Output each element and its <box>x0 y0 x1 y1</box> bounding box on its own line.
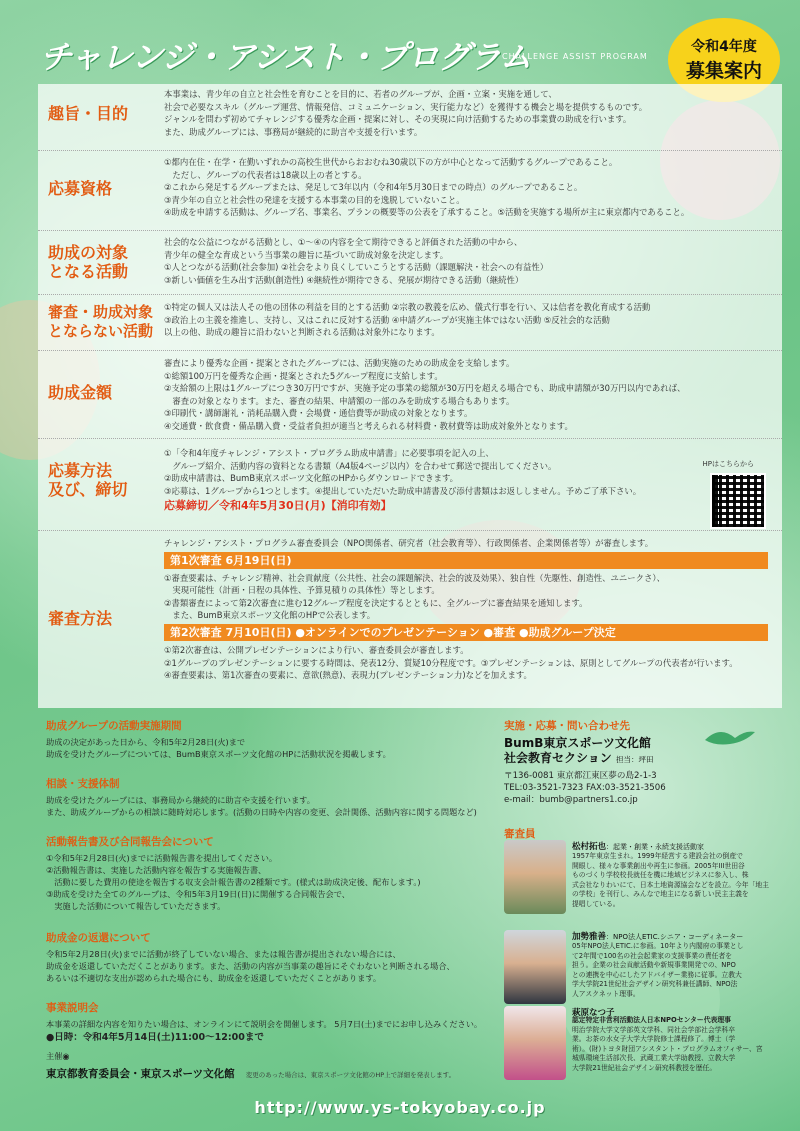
badge-text: 募集案内 <box>685 60 762 82</box>
judges-heading: 審査員 <box>504 828 536 840</box>
judge-name: 萩原なつ子 <box>572 1008 615 1018</box>
badge-year: 令和4年度 <box>691 39 757 55</box>
contact-address: 〒136-0081 東京都江東区夢の島2-1-3 <box>504 771 657 781</box>
contact-org1: BumB東京スポーツ文化館 <box>504 736 651 750</box>
section-label: 応募資格 <box>48 179 113 198</box>
info-block-report: 活動報告書及び合同報告会について ①令和5年2月28日(火)までに活動報告書を提出してください。 ②活動報告書は、実施した活動内容を報告する実施報告書、 活動に要した費用の使途を報告する収支会計報告書の2種類です。(様式は助成決定後、配布します。) ③助成を受けた全てのグループは、令和5年3月19日(日)に開催する合同報告会で、 実施した活動について報告していただきます。 <box>46 836 421 911</box>
judge-photo <box>504 930 566 1004</box>
judge-name: 松村拓也：起業・創業・永続支援活動家 <box>572 842 705 852</box>
lower-right-column <box>504 712 782 1072</box>
judge-description: 認定特定非営利活動法人日本NPOセンター代表理事 明治学院大学文学部英文学科、同社会学部社会学科卒 業。お茶の水女子大学大学院修士課程修了。博士（学 術）。(財)トヨタ財団アシスタント・プログラムオフィサー、宮 城県環境生活部次長、武蔵工業大学助教授、立教大学 大学院21世紀社会デザイン研究科教授を歴任。 <box>572 1016 763 1072</box>
section-body: 社会的な公益につながる活動とし、①〜④の内容を全て期待できると評価された活動の中から、 青少年の健全な育成という当事業の趣旨に基づいて助成対象を決定します。 ①人とつながる活動(社会参加) ②社会をより良くしていこうとする活動（課題解決・社会への有益性） ③新しい価値を生み出す活動(創造性) ④継続性が期待できる、発展が期待できる活動（継続性） <box>164 237 549 285</box>
bird-icon <box>700 720 760 750</box>
section-body: チャレンジ・アシスト・プログラム審査委員会（NPO関係者、研究者（社会教育等）、行政関係者、企業関係者等）が審査します。 第1次審査 6月19日(日) ①審査要素は、チャレンジ精神、社会貢献度（公共性、社会の課題解決、社会的波及効果）、独自性（先駆性、創造性、ユニークさ）、 実現可能性（計画・日程の具体性、予算見積りの具体性）等とします。 ②書類審査によって第2次審査に進む12グループ程度を決定するとともに、全グループに審査結果を通知します。 また、BumB東京スポーツ文化館のHPで公表します。 第2次審査 7月10日(日) ●オンラインでのプレゼンテーション ●審査 ●助成グループ決定 ①第2次審査は、公開プレゼンテーションにより行い、審査委員会が審査します。 ②1グループのプレゼンテーションに要する時間は、発表12分、質疑10分程度です。③プレゼンテーションは、原則としてグループの代表者が行います。 ④審査要素は、第1次審査の要素に、意欲(熱意)、表現力(プレゼンテーション力)などを加えます。 <box>164 537 768 682</box>
section-label: 助成金額 <box>48 383 113 402</box>
section-eligibility <box>38 150 782 231</box>
qr-code-icon[interactable] <box>710 473 766 529</box>
section-application <box>38 438 782 531</box>
info-block-support: 相談・支援体制 助成を受けたグループには、事務局から継続的に助言や支援を行います。 また、助成グループからの相談に随時対応します。(活動の日時や内容の変更、会計関係、活動内容に関する問題など) <box>46 778 477 817</box>
contact-tel: TEL:03-3521-7323 FAX:03-3521-3506 <box>504 783 666 793</box>
first-review-bar: 第1次審査 6月19日(日) <box>164 552 768 569</box>
section-body: ①特定の個人又は法人その他の団体の利益を目的とする活動 ②宗教の教義を広め、儀式行事を行い、又は信者を教化育成する活動 ③政治上の主義を推進し、支持し、又はこれに反対する活動 ④申請グループが実施主体ではない活動 ⑤反社会的な活動 以上の他、助成の趣旨に沿わないと判断される活動は対象外になります。 <box>164 302 651 338</box>
section-body: 審査により優秀な企画・提案とされたグループには、活動実施のための助成金を支給します。 ①総額100万円を優秀な企画・提案とされた5グループ程度に支給します。 ②支給額の上限は1グループにつき30万円ですが、実施予定の事業の総額が30万円を超える場合でも、助成申請額が30万円以内であれば、 審査の対象となります。また、審査の結果、申請額の一部のみを助成する場合もあります。 ③印刷代・講師謝礼・消耗品購入費・会場費・通信費等が助成の対象となります。 ④交通費・飲食費・備品購入費・受益者負担が適当と考えられる材料費・教材費等は助成対象外となります。 <box>164 358 686 431</box>
judge-description: 05年NPO法人ETIC.に参画。10年より内閣府の事業とし て2年間で100名の社会起業家の支援事業の責任者を 担う。企業の社会貢献活動や新規事業開発での、NPO との連携を中心にしたアドバイザー業務に従事。立教大 学大学院21世紀社会デザイン研究科兼任講師、NPO法 人アスクネット理事。 <box>572 942 744 998</box>
footer <box>0 1080 800 1131</box>
section-body: ①都内在住・在学・在勤いずれかの高校生世代からおおむね30歳以下の方が中心となって活動するグループであること。 ただし、グループの代表者は18歳以上の者とする。 ②これから発足するグループまたは、発足して3年以内（令和4年5月30日までの時点）のグループであること。 ③青少年の自立と社会性の発達を支援する本事業の目的を逸脱していないこと。 ④助成を申請する活動は、グループ名、事業名、プランの概要等の公表を了承すること。⑤活動を実施する場所が主に東京都内であること。 <box>164 157 690 218</box>
section-review-method <box>38 530 782 709</box>
section-body: ①「令和4年度チャレンジ・アシスト・プログラム助成申請書」に必要事項を記入の上、 グループ紹介、活動内容の資料となる書類（A4版4ページ以内）を合わせて郵送で提出してください。 ②助成申請書は、BumB東京スポーツ文化館のHPからダウンロードできます。 ③応募は、1グループから1つとします。④提出していただいた助成申請書及び添付書類はお返ししません。予めご了承下さい。 応募締切／令和4年5月30日(月)【消印有効】 <box>164 447 692 513</box>
section-target-activities <box>38 230 782 295</box>
info-block-briefing: 事業説明会 本事業の詳細な内容を知りたい場合は、オンラインにて説明会を開催します。 5月7日(土)までにお申し込みください。 ●日時：令和4年5月14日(土)11:00〜12:00まで <box>46 1002 483 1043</box>
section-label: 審査方法 <box>48 609 113 628</box>
judge-name: 加勢雅善：NPO法人ETIC.シニア・コーディネーター <box>572 932 744 942</box>
judge-photo <box>504 840 566 914</box>
contact-org2: 社会教育セクション 担当：坪田 <box>504 751 654 765</box>
info-panel <box>38 84 782 708</box>
lower-section <box>38 712 782 1078</box>
contact-heading: 実施・応募・問い合わせ先 <box>504 720 630 732</box>
page-title: チャレンジ・アシスト・プログラム <box>40 38 531 76</box>
header <box>40 28 660 78</box>
section-label: 審査・助成対象 とならない活動 <box>48 303 154 340</box>
application-deadline: 応募締切／令和4年5月30日(月)【消印有効】 <box>164 499 392 513</box>
section-label: 趣旨・目的 <box>48 104 129 123</box>
section-label: 助成の対象 となる活動 <box>48 243 129 281</box>
judge-profile <box>504 840 782 930</box>
page-subtitle-en: CHALLENGE ASSIST PROGRAM <box>502 52 648 61</box>
section-grant-amount <box>38 350 782 439</box>
website-link[interactable]: http://www.ys-tokyobay.co.jp <box>254 1098 546 1117</box>
qr-label: HPはこちらから <box>702 460 754 468</box>
judge-description: 1957年東京生まれ。1999年経営する建設会社の倒産で 開眼し、様々な事業創出や再生に参画。2005年III世田谷 ものづくり学校校長就任を機に地域ビジネスに参入し、株 式会社なりわいにて、日本土地資源協会などを設立。今年「地主 の学校」を刊行し、みんなで地主になる新しい民主主義を 提唱している。 <box>572 852 769 908</box>
contact-email[interactable]: e-mail：bumb@partners1.co.jp <box>504 795 638 805</box>
section-body: 本事業は、青少年の自立と社会性を育むことを目的に、若者のグループが、企画・立案・実施を通して、 社会で必要なスキル（グループ運営、情報発信、コミュニケーション、実行能力など）を獲得する機会と場を提供するものです。 ジャンルを問わず初めてチャレンジする優秀な企画・提案に対し、その実現に向け活動するための事業費の助成を行います。 また、助成グループには、事務局が継続的に助言や支援を行います。 <box>164 89 648 137</box>
section-label: 応募方法 及び、締切 <box>48 461 128 499</box>
section-purpose <box>38 84 782 150</box>
info-block-refund: 助成金の返還について 令和5年2月28日(火)までに活動が終了していない場合、または報告書が提出されない場合には、 助成金を返還していただくことがあります。また、活動の内容が当事業の趣旨にそぐわないと判断される場合、 あるいは不適切な支出が認められた場合にも、助成金を返還していただくことがあります。 <box>46 932 455 983</box>
second-review-bar: 第2次審査 7月10日(日) ●オンラインでのプレゼンテーション ●審査 ●助成グループ決定 <box>164 624 768 641</box>
info-block-period: 助成グループの活動実施期間 助成の決定があった日から、令和5年2月28日(火)まで 助成を受けたグループについては、BumB東京スポーツ文化館のHPに活動状況を掲載します。 <box>46 720 391 759</box>
judge-photo <box>504 1006 566 1080</box>
organizer: 主催◉ 東京都教育委員会・東京スポーツ文化館 変更のあった場合は、東京スポーツ文化館のHP上で詳細を発表します。 <box>46 1051 456 1080</box>
section-excluded-activities <box>38 294 782 351</box>
